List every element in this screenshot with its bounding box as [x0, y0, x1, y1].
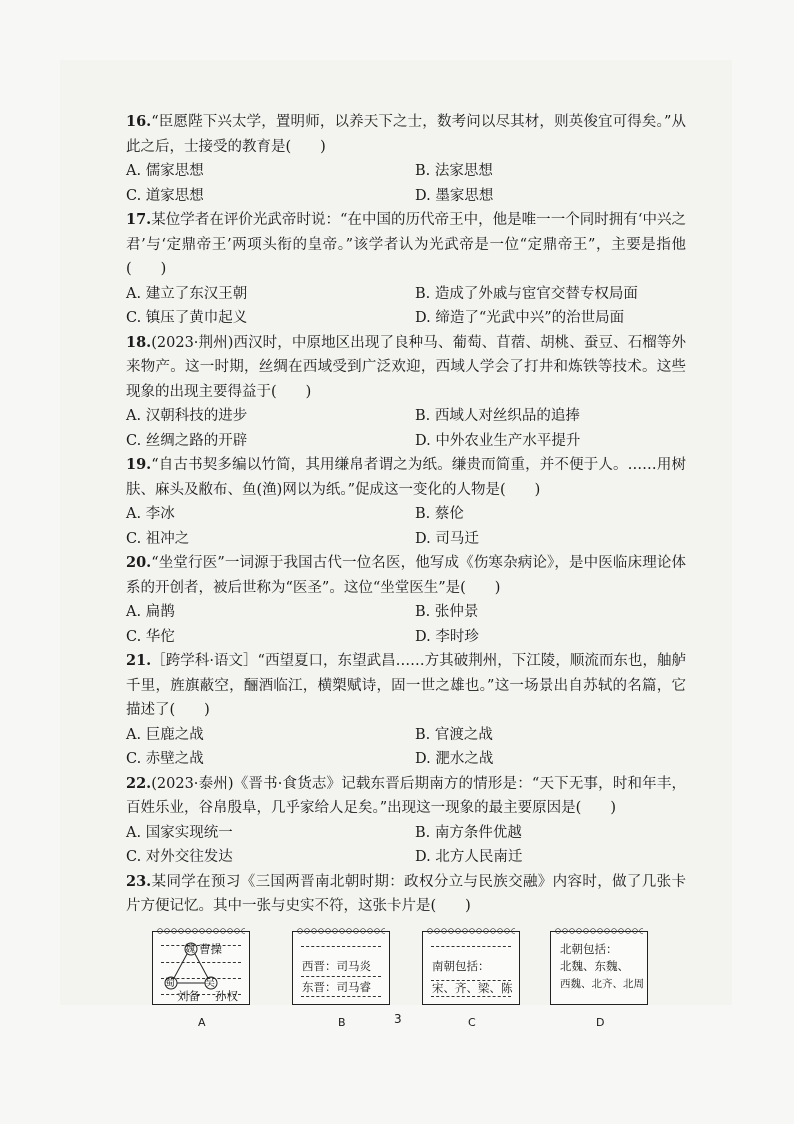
question-18 — [126, 331, 686, 454]
card-a — [152, 931, 250, 1005]
option-b: B. 南方条件优越 — [415, 824, 522, 841]
question-23 — [126, 870, 686, 919]
option-b: B. 法家思想 — [415, 163, 493, 179]
card-a-wu: 吴 — [205, 977, 215, 989]
option-d: D. 淝水之战 — [415, 751, 494, 767]
card-c-label: C — [468, 1015, 476, 1029]
option-a: A. 建立了东汉王朝 — [126, 285, 248, 302]
option-a: A. 李冰 — [126, 506, 175, 522]
option-c: C. 丝绸之路的开辟 — [126, 432, 248, 449]
option-d: D. 李时珍 — [415, 628, 479, 645]
option-c: C. 祖冲之 — [126, 530, 190, 547]
question-stem: “坐堂行医”一词源于我国古代一位名医，他写成《伤寒杂病论》，是中医临床理论体系的开创者，被后世称为“医圣”。这位“坐堂医生”是( ) — [126, 555, 686, 596]
card-b — [292, 931, 390, 1005]
spiral-binding-icon — [555, 927, 643, 935]
question-number: 18. — [126, 333, 152, 351]
option-d: D. 缔造了“光武中兴”的治世局面 — [415, 310, 625, 326]
option-c: C. 对外交往发达 — [126, 849, 233, 865]
option-b: B. 西域人对丝织品的追捧 — [415, 408, 580, 424]
question-number: 21. — [126, 652, 152, 669]
card-d-line3: 西魏、北齐、北周 — [560, 977, 644, 990]
option-a: A. 巨鹿之战 — [126, 726, 204, 743]
card-c-line2: 宋、齐、梁、陈 — [432, 980, 513, 995]
option-c: C. 镇压了黄巾起义 — [126, 310, 248, 326]
card-a-shu: 蜀 — [165, 977, 175, 989]
option-b: B. 官渡之战 — [415, 726, 493, 743]
card-d-line1: 北朝包括： — [560, 941, 618, 956]
question-number: 20. — [126, 554, 152, 571]
option-a: A. 扁鹊 — [126, 604, 175, 620]
memory-cards — [126, 931, 686, 1031]
question-19 — [126, 453, 686, 551]
question-number: 23. — [126, 872, 152, 890]
card-a-wu-name: 孙权 — [215, 988, 238, 1003]
question-stem: ［跨学科·语文］“西望夏口，东望武昌……方其破荆州，下江陵，顺流而东也，舳舻千里，旌旗蔽空，酾酒临江，横槊赋诗，固一世之雄也。”这一场景出自苏轼的名篇，它描述了( ) — [126, 653, 686, 718]
option-b: B. 蔡伦 — [415, 506, 464, 522]
question-21 — [126, 649, 686, 772]
card-b-line2: 东晋：司马睿 — [302, 979, 371, 994]
question-list — [126, 110, 686, 1031]
option-d: D. 北方人民南迁 — [415, 849, 523, 865]
card-b-label: B — [338, 1015, 346, 1029]
option-c: C. 华佗 — [126, 628, 175, 645]
card-d-line2: 北魏、东魏、 — [560, 958, 629, 973]
option-a: A. 国家实现统一 — [126, 824, 233, 841]
card-c — [422, 931, 520, 1005]
option-d: D. 司马迁 — [415, 530, 479, 547]
question-number: 19. — [126, 456, 152, 473]
card-c-line1: 南朝包括： — [432, 958, 490, 973]
question-22 — [126, 772, 686, 870]
card-a-label: A — [198, 1015, 206, 1029]
option-a: A. 儒家思想 — [126, 163, 204, 179]
question-stem: 某位学者在评价光武帝时说：“在中国的历代帝王中，他是唯一一个同时拥有‘中兴之君’与‘定鼎帝王’两项头衔的皇帝。”该学者认为光武帝是一位“定鼎帝王”，主要是指他( ) — [126, 212, 686, 277]
option-c: C. 道家思想 — [126, 187, 204, 204]
question-17 — [126, 208, 686, 331]
option-c: C. 赤壁之战 — [126, 751, 204, 767]
page-number: 3 — [394, 1012, 402, 1026]
question-number: 16. — [126, 113, 152, 130]
question-stem: 某同学在预习《三国两晋南北朝时期：政权分立与民族交融》内容时，做了几张卡片方便记忆。其中一张与史实不符，这张卡片是( ) — [126, 873, 686, 914]
question-number: 17. — [126, 211, 152, 228]
spiral-binding-icon — [427, 927, 515, 935]
option-b: B. 造成了外戚与宦官交替专权局面 — [415, 285, 638, 302]
option-b: B. 张仲景 — [415, 604, 479, 620]
card-b-line1: 西晋：司马炎 — [302, 958, 371, 973]
question-stem: (2023·泰州)《晋书·食货志》记载东晋后期南方的情形是：“天下无事，时和年丰，百姓乐业，谷帛殷阜，几乎家给人足矣。”出现这一现象的最主要原因是( ) — [126, 775, 686, 816]
spiral-binding-icon — [297, 927, 385, 935]
question-number: 22. — [126, 774, 152, 792]
option-d: D. 墨家思想 — [415, 187, 494, 204]
card-d-label: D — [596, 1015, 605, 1029]
question-stem: “臣愿陛下兴太学，置明师，以养天下之士，数考问以尽其材，则英俊宜可得矣。”从此之后，士接受的教育是( ) — [126, 114, 686, 155]
question-16 — [126, 110, 686, 208]
card-a-shu-name: 刘备 — [177, 988, 200, 1003]
option-d: D. 中外农业生产水平提升 — [415, 432, 581, 449]
question-20 — [126, 551, 686, 649]
question-stem: “自古书契多编以竹简，其用缣帛者谓之为纸。缣贵而简重，并不便于人。……用树肤、麻头及敝布、鱼(渔)网以为纸。”促成这一变化的人物是( ) — [126, 457, 686, 498]
card-a-wei: 魏 — [185, 943, 195, 955]
option-a: A. 汉朝科技的进步 — [126, 408, 248, 424]
card-a-wei-name: 曹操 — [199, 941, 222, 956]
card-d — [550, 931, 648, 1005]
question-stem: (2023·荆州)西汉时，中原地区出现了良种马、葡萄、苜蓿、胡桃、蚕豆、石榴等外来物产。这一时期，丝绸在西域受到广泛欢迎，西域人学会了打井和炼铁等技术。这些现象的出现主要得益于( ) — [126, 334, 686, 400]
